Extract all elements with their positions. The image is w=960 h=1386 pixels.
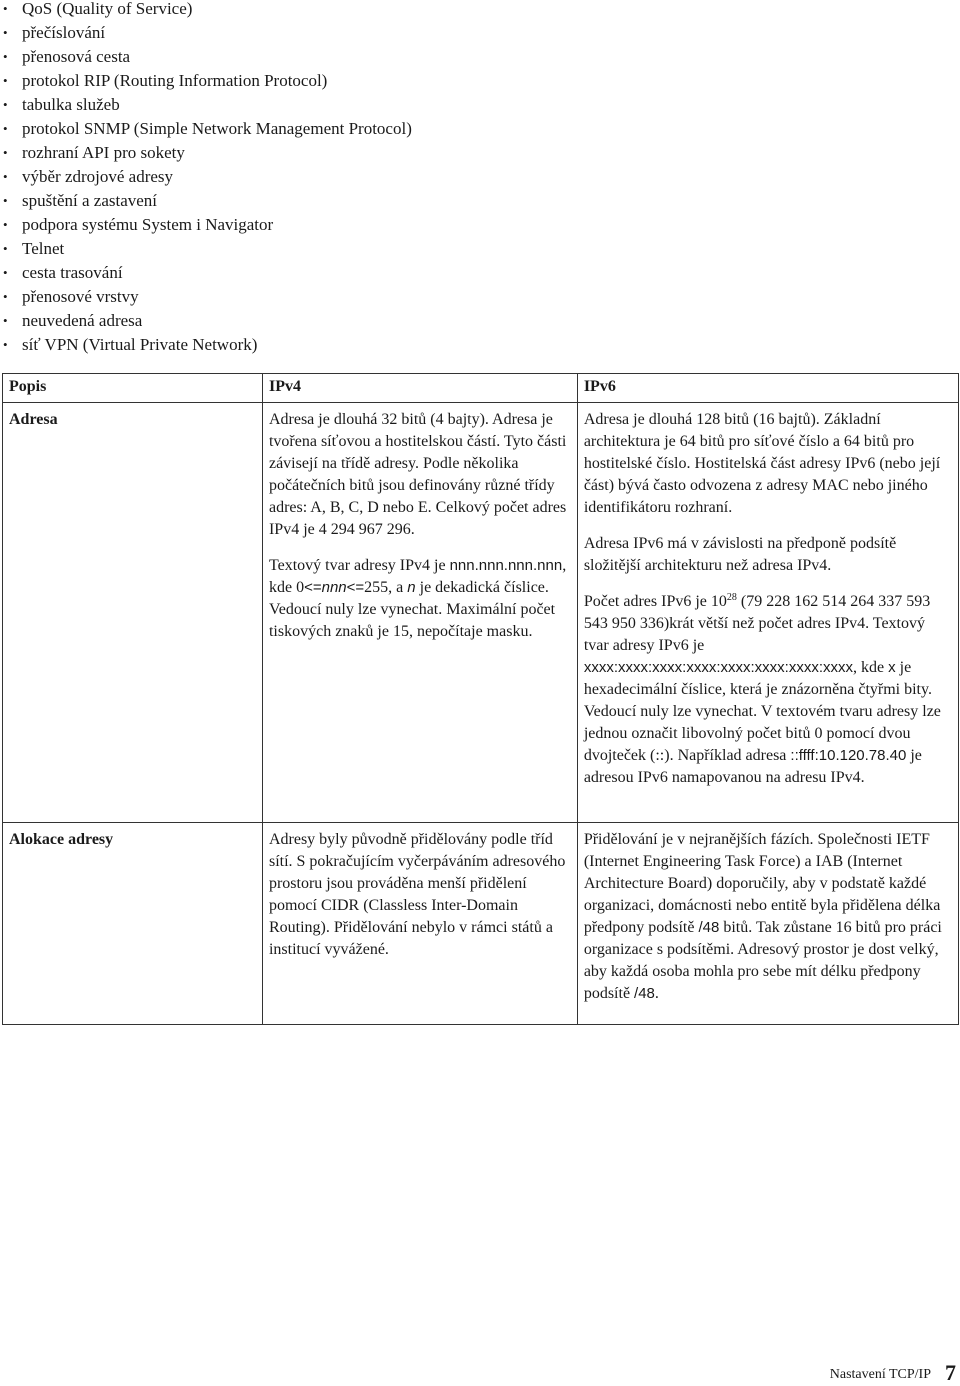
column-header-ipv4: IPv4 — [262, 374, 577, 403]
paragraph: Adresa je dlouhá 128 bitů (16 bajtů). Základní architektura je 64 bitů pro síťové číslo a 64 bitů pro hostitelské číslo. Hostitelská část adresy IPv6 (nebo její část) bývá často odvozena z adresy MAC nebo jiného identifikátoru rozhraní. — [583, 411, 941, 516]
list-item: • přenosové vrstvy — [3, 287, 139, 306]
ipv6-example-address: ::ffff:10.120.78.40 — [790, 747, 907, 764]
paragraph: Adresa IPv6 má v závislosti na předponě podsítě složitější architekturu než adresa IPv4. — [583, 535, 897, 574]
bullet-icon: • — [3, 217, 8, 232]
bullet-icon: • — [3, 121, 8, 136]
bullet-icon: • — [3, 337, 8, 352]
list-item: • protokol RIP (Routing Information Protocol) — [3, 71, 328, 90]
paragraph: Počet adres IPv6 je $10^{28}$ (79 228 162 514 264 337 593 543 950 336)krát větší než počet adres IPv4. Textový tvar adresy IPv6 je xxxx:xxxx:xxxx:xxxx:xxxx:xxxx:xxxx:xxxx, kde x je hexadecimální číslice, která je znázorněna čtyřmi bity. Vedoucí nuly lze vynechat. V textovém tvaru adresy lze jednou označit libovolný počet bitů 0 pomocí dvou dvojteček (::). Například adresa ::ffff:10.120.78.40 je adresou IPv6 namapovanou na adresu IPv4. — [583, 592, 941, 786]
bullet-icon: • — [3, 49, 8, 64]
table-row — [3, 403, 959, 823]
bullet-icon: • — [3, 25, 8, 40]
footer-section-title: Nastavení TCP/IP — [829, 1367, 931, 1382]
list-item: • protokol SNMP (Simple Network Management Protocol) — [3, 119, 412, 138]
ipv6-format: xxxx:xxxx:xxxx:xxxx:xxxx:xxxx:xxxx:xxxx — [583, 659, 854, 676]
column-header-popis: Popis — [3, 374, 263, 403]
bullet-icon: • — [3, 97, 8, 112]
list-item: • podpora systému System i Navigator — [3, 215, 274, 234]
list-item: • rozhraní API pro sokety — [3, 143, 185, 162]
page-number: 7 — [945, 1360, 956, 1385]
list-item: • přečíslování — [3, 23, 106, 42]
list-item: • tabulka služeb — [3, 95, 120, 114]
list-item: • spuštění a zastavení — [3, 191, 158, 210]
row-label-alokace-adresy: Alokace adresy — [3, 823, 263, 1025]
ipv4-format: nnn.nnn.nnn.nnn — [449, 557, 563, 574]
page-footer — [830, 1360, 956, 1386]
list-item: • síť VPN (Virtual Private Network) — [3, 335, 258, 354]
bullet-icon: • — [3, 313, 8, 328]
list-item: • cesta trasování — [3, 263, 123, 282]
row-label-adresa: Adresa — [3, 403, 263, 823]
bullet-icon: • — [3, 241, 8, 256]
table-row — [3, 823, 959, 1025]
paragraph: Adresy byly původně přidělovány podle tříd sítí. S pokračujícím vyčerpáváním adresového prostoru jsou prováděna menší přidělení pomocí CIDR (Classless Inter-Domain Routing). Přidělování nebylo v rámci států a institucí vyvážené. — [268, 831, 566, 958]
paragraph: Adresa je dlouhá 32 bitů (4 bajty). Adresa je tvořena síťovou a hostitelskou částí. Tyto části závisejí na třídě adresy. Podle několika počátečních bitů jsou definovány různé třídy adres: A, B, C, D nebo E. Celkový počet adres IPv4 je 4 294 967 296. — [268, 411, 567, 538]
bullet-icon: • — [3, 73, 8, 88]
bullet-icon: • — [3, 169, 8, 184]
cell-adresa-ipv4 — [262, 403, 577, 823]
cell-alokace-ipv4 — [262, 823, 577, 1025]
feature-bullet-list — [0, 0, 412, 360]
bullet-icon: • — [3, 193, 8, 208]
bullet-icon: • — [3, 265, 8, 280]
list-item: • neuvedená adresa — [3, 311, 143, 330]
cell-alokace-ipv6 — [577, 823, 958, 1025]
list-item: • výběr zdrojové adresy — [3, 167, 174, 186]
list-item: • QoS (Quality of Service) — [3, 0, 193, 18]
paragraph: Textový tvar adresy IPv4 je nnn.nnn.nnn.nnn, kde 0<=nnn<=255, a n je dekadická číslice. Vedoucí nuly lze vynechat. Maximální počet tiskových znaků je 15, nepočítaje masku. — [268, 557, 567, 640]
paragraph: Přidělování je v nejranějších fázích. Společnosti IETF (Internet Engineering Task Force) a IAB (Internet Architecture Board) doporučily, aby v podstatě každé organizaci, domácnosti nebo entitě byla přidělena délka předpony podsítě /48 bitů. Tak zůstane 16 bitů pro práci organizace s podsítěmi. Adresový prostor je dost velký, aby každá osoba mohla pro sebe mít délku předpony podsítě /48. — [583, 831, 942, 1002]
bullet-icon: • — [3, 1, 8, 16]
bullet-icon: • — [3, 145, 8, 160]
list-item: • Telnet — [3, 239, 65, 258]
column-header-ipv6: IPv6 — [577, 374, 958, 403]
ipv4-ipv6-comparison-table — [2, 373, 959, 1025]
cell-adresa-ipv6 — [577, 403, 958, 823]
bullet-icon: • — [3, 289, 8, 304]
list-item: • přenosová cesta — [3, 47, 131, 66]
table-header-row — [3, 374, 959, 403]
